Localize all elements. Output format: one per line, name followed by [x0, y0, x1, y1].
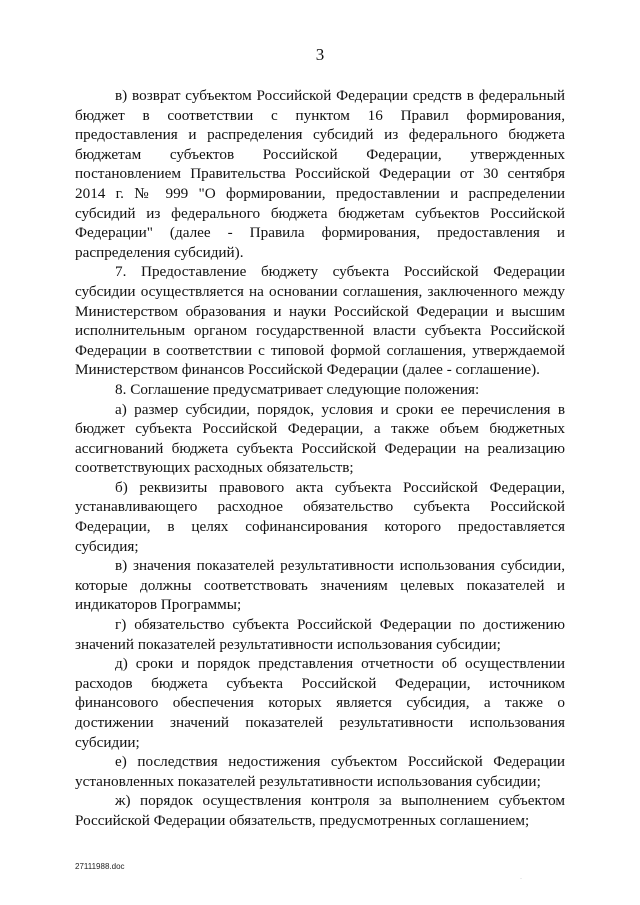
paragraph-8d-reporting: д) сроки и порядок представления отчетности об осуществлении расходов бюджета субъекта Российской Федерации, источником финансового обеспечения которых является субсидия, а также о достижении значений показателей результативности использования субсидии;	[75, 655, 565, 751]
paragraph-7-subsidy-provision: 7. Предоставление бюджету субъекта Российской Федерации субсидии осуществляется на основании соглашения, заключенного между Министерством образования и науки Российской Федерации и высшим исполнительным органом государственной власти субъекта Российской Федерации в соответствии с типовой формой соглашения, утверждаемой Министерством финансов Российской Федерации (далее - соглашение).	[75, 263, 565, 379]
page-number: 3	[315, 45, 325, 64]
paragraph-8zh-control: ж) порядок осуществления контроля за выполнением субъектом Российской Федерации обязательств, предусмотренных соглашением;	[75, 792, 565, 829]
paragraph-8a-subsidy-size: а) размер субсидии, порядок, условия и сроки ее перечисления в бюджет субъекта Российской Федерации, а также объем бюджетных ассигнований бюджета субъекта Российской Федерации на реализацию соответствующих расходных обязательств;	[75, 400, 565, 477]
footer-mark: ·	[520, 876, 522, 882]
paragraph-8v-performance-indicators: в) значения показателей результативности использования субсидии, которые должны соответствовать значениям целевых показателей и индикаторов Программы;	[75, 557, 565, 614]
paragraph-8g-obligation: г) обязательство субъекта Российской Федерации по достижению значений показателей результативности использования субсидии;	[75, 616, 565, 653]
footer-filename: 27111988.doc	[75, 862, 125, 871]
paragraph-item-v-refund: в) возврат субъектом Российской Федерации средств в федеральный бюджет в соответствии с пунктом 16 Правил формирования, предоставления и распределения субсидий из федерального бюджета бюджетам субъектов Российской Федерации, утвержденных постановлением Правительства Российской Федерации от 30 сентября 2014 г. № 999 "О формировании, предоставлении и распределении субсидий из федерального бюджета бюджетам субъектов Российской Федерации" (далее - Правила формирования, предоставления и распределения субсидий).	[75, 87, 565, 261]
paragraph-8b-legal-act-details: б) реквизиты правового акта субъекта Российской Федерации, устанавливающего расходное обязательство субъекта Российской Федерации, в целях софинансирования которого предоставляется субсидия;	[75, 478, 565, 555]
paragraph-8-agreement-intro: 8. Соглашение предусматривает следующие положения:	[115, 380, 480, 398]
document-body	[75, 86, 565, 831]
paragraph-8e-consequences: е) последствия недостижения субъектом Российской Федерации установленных показателей результативности использования субсидии;	[75, 753, 565, 790]
